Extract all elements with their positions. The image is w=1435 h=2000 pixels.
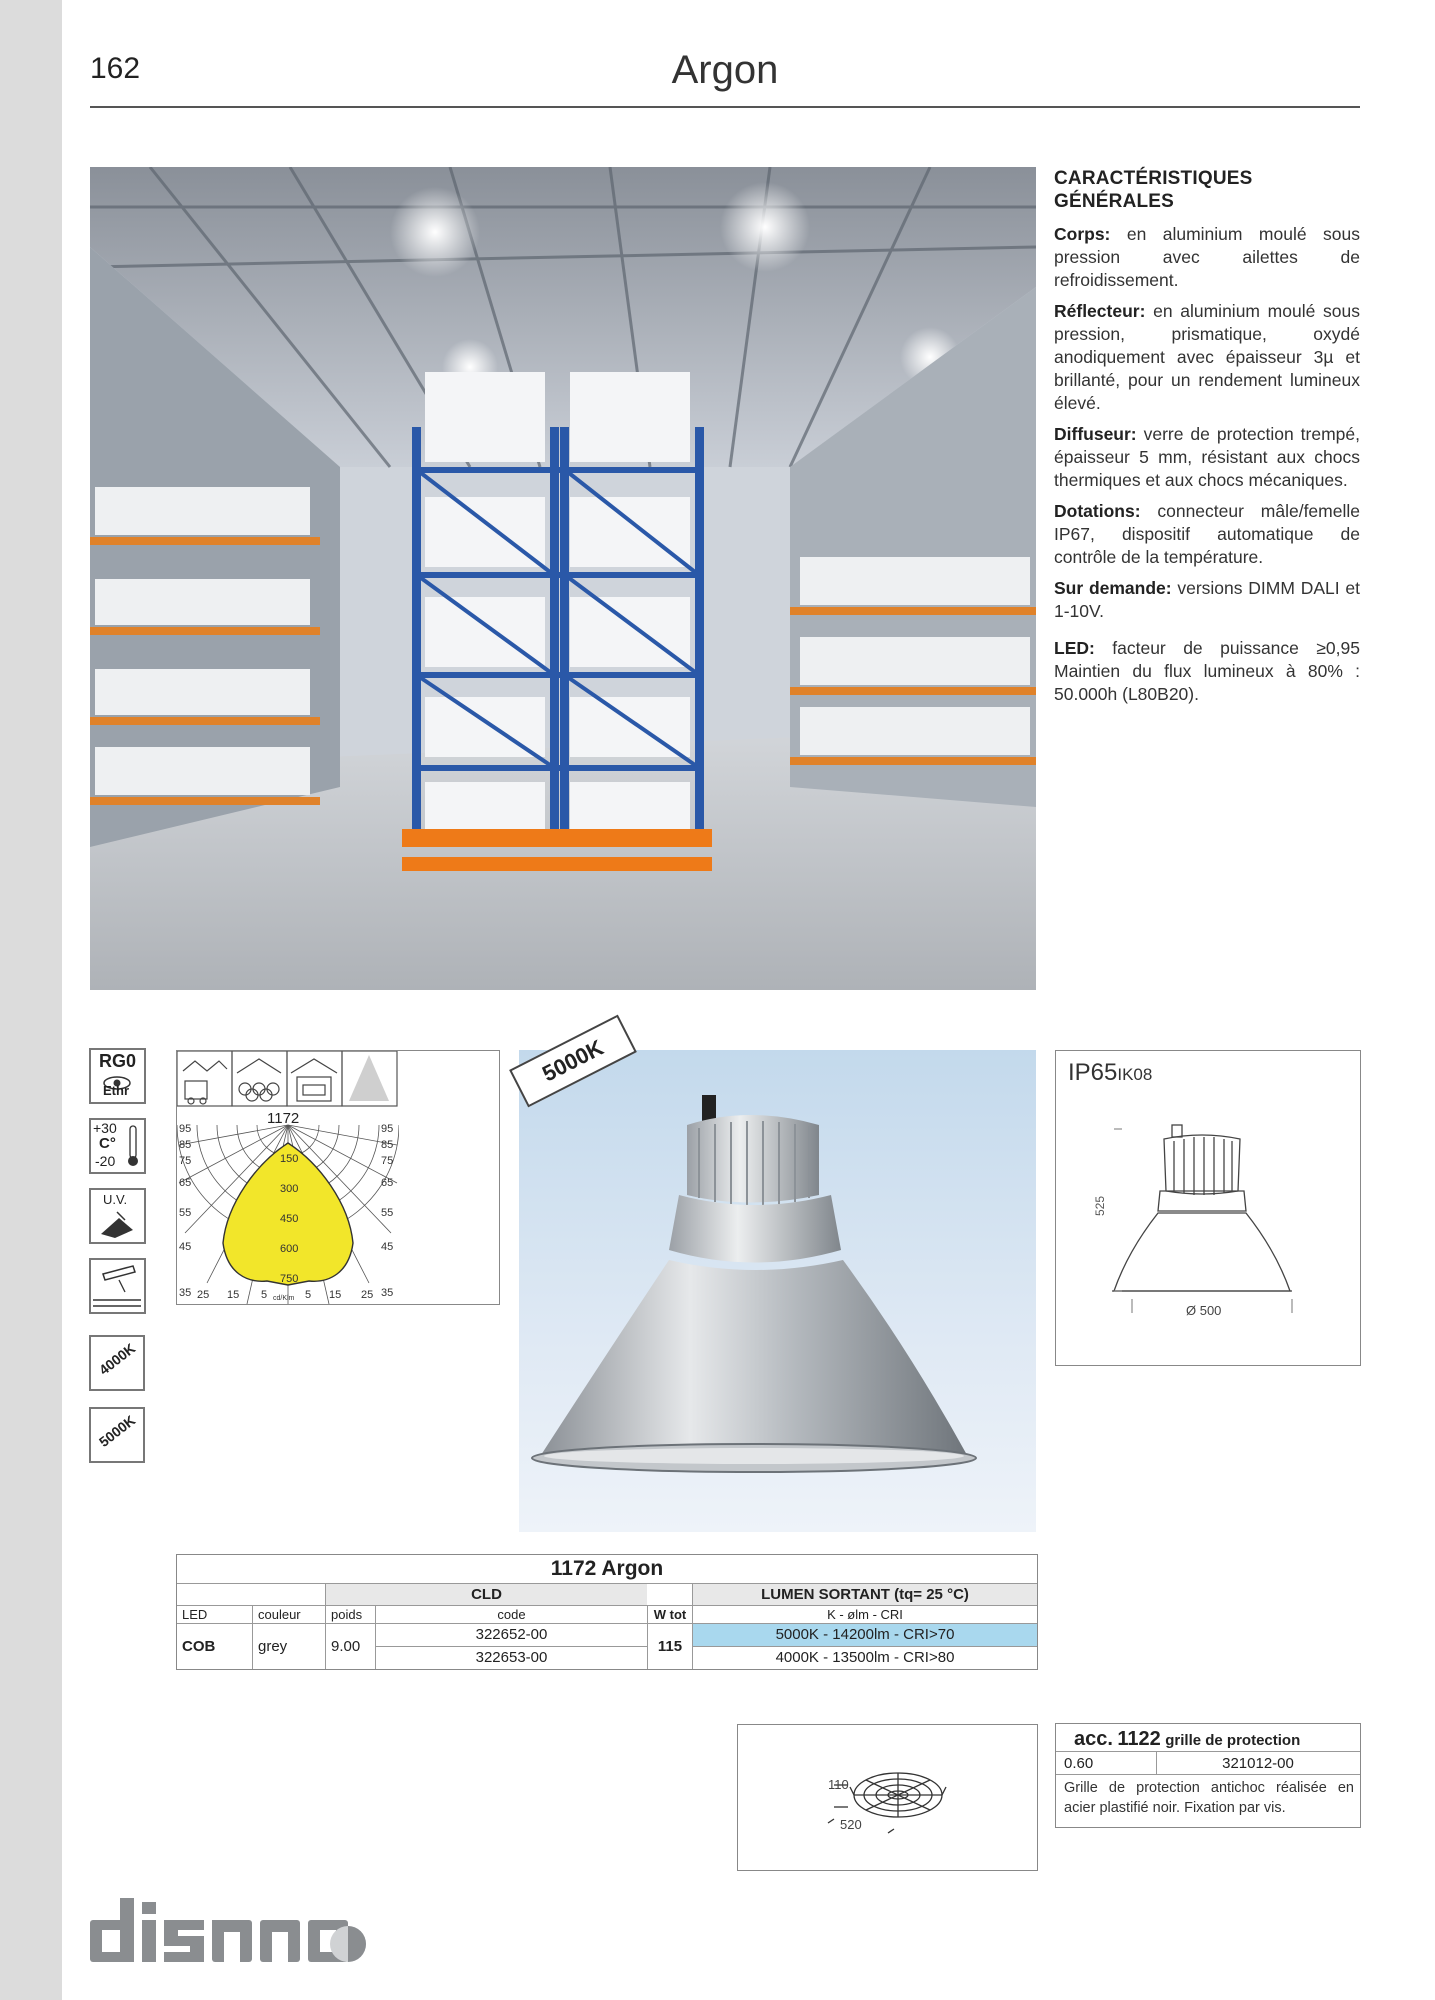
intensity-600: 600 bbox=[280, 1243, 299, 1255]
specs-heading: CARACTÉRISTIQUES GÉNÉRALES bbox=[1054, 168, 1253, 212]
height-dimension: 525 bbox=[1093, 1195, 1108, 1217]
spec-reflecteur: Réflecteur: en aluminium moulé sous pression, prismatique, oxydé anodiquement avec épaisseur 3µ et brillanté, pour un rendement lumineux élevé. bbox=[1054, 301, 1360, 413]
specifications bbox=[1054, 167, 1360, 714]
diameter-dimension: Ø 500 bbox=[1186, 1303, 1222, 1318]
angle-right-75: 75 bbox=[381, 1155, 394, 1167]
product-photo bbox=[519, 1050, 1036, 1532]
bottom-angle-25-right: 25 bbox=[361, 1289, 374, 1301]
angle-right-95: 95 bbox=[381, 1123, 394, 1135]
garage-icon bbox=[291, 1059, 337, 1101]
sub-poids: poids bbox=[325, 1605, 375, 1624]
eth-label: Ethr bbox=[103, 1083, 129, 1098]
warehouse-photo bbox=[90, 167, 1036, 990]
blank-header-mid bbox=[647, 1583, 692, 1584]
spec-corps: Corps: en aluminium moulé sous pression avec ailettes de refroidissement. bbox=[1054, 224, 1360, 290]
angle-left-35: 35 bbox=[179, 1287, 192, 1299]
lumen-header: LUMEN SORTANT (tq= 25 °C) bbox=[692, 1583, 1037, 1606]
rg0-icon bbox=[89, 1048, 146, 1104]
temperature-icon bbox=[89, 1118, 146, 1174]
cell-wtot: 115 bbox=[647, 1623, 692, 1669]
rg0-label: RG0 bbox=[99, 1051, 137, 1071]
intensity-unit: cd/Klm bbox=[273, 1295, 295, 1302]
accessory-title: acc. 1122 grille de protection bbox=[1074, 1728, 1301, 1750]
page-sidebar bbox=[0, 0, 62, 2000]
cell-code-1: 322652-00 bbox=[375, 1623, 647, 1646]
header-divider bbox=[90, 106, 1360, 108]
intensity-750: 750 bbox=[280, 1273, 299, 1285]
cld-header: CLD bbox=[325, 1583, 647, 1606]
dimension-drawing bbox=[1055, 1050, 1361, 1366]
beam-cone-icon bbox=[349, 1055, 389, 1101]
accessory-description: Grille de protection antichoc réalisée en acier plastifié noir. Fixation par vis. bbox=[1064, 1780, 1354, 1816]
spec-sur-demande: Sur demande: versions DIMM DALI et 1-10V. bbox=[1054, 578, 1360, 621]
sub-couleur: couleur bbox=[252, 1605, 325, 1624]
angle-left-95: 95 bbox=[179, 1123, 192, 1135]
angle-right-35: 35 bbox=[381, 1287, 394, 1299]
bottom-angle-15-left: 15 bbox=[227, 1289, 240, 1301]
page-number: 162 bbox=[90, 52, 141, 85]
5000k-label: 5000K bbox=[95, 1411, 139, 1451]
uv-lamp-icon bbox=[97, 1208, 137, 1240]
uv-resistance-icon bbox=[89, 1188, 146, 1244]
sub-led: LED bbox=[177, 1605, 252, 1624]
photometric-panel bbox=[176, 1050, 500, 1305]
cell-code-2: 322653-00 bbox=[375, 1646, 647, 1669]
disano-logo bbox=[90, 1898, 370, 1969]
sub-kolm: K - ølm - CRI bbox=[692, 1605, 1037, 1624]
photometric-code: 1172 bbox=[267, 1110, 300, 1127]
factory-icon bbox=[183, 1061, 227, 1104]
mounting-icon bbox=[89, 1258, 146, 1314]
cell-poids: 9.00 bbox=[325, 1623, 375, 1669]
accessory-weight: 0.60 bbox=[1064, 1755, 1094, 1772]
accessory-code: 321012-00 bbox=[1222, 1755, 1294, 1772]
4000k-tag bbox=[89, 1335, 145, 1391]
accessory-diameter: 520 bbox=[840, 1817, 862, 1832]
angle-left-45: 45 bbox=[179, 1241, 192, 1253]
ip-rating: IP65IK08 bbox=[1068, 1059, 1153, 1086]
bottom-angle-5-right: 5 bbox=[305, 1289, 312, 1301]
bottom-angle-25-left: 25 bbox=[197, 1289, 210, 1301]
angle-left-55: 55 bbox=[179, 1207, 192, 1219]
4000k-label: 4000K bbox=[95, 1339, 139, 1379]
intensity-300: 300 bbox=[280, 1183, 299, 1195]
spec-led: LED: facteur de puissance ≥0,95 Maintien du flux lumineux à 80% : 50.000h (L80B20). bbox=[1054, 638, 1360, 704]
uv-label: U.V. bbox=[103, 1192, 128, 1207]
protection-grid-icon bbox=[738, 1725, 1037, 1870]
accessory-drawing bbox=[737, 1724, 1038, 1871]
temp-max: +30 bbox=[93, 1120, 117, 1136]
cell-lumen-2: 4000K - 13500lm - CRI>80 bbox=[692, 1646, 1037, 1669]
angle-left-85: 85 bbox=[179, 1139, 192, 1151]
table-title: 1172 Argon bbox=[550, 1557, 664, 1580]
accessory-info bbox=[1055, 1723, 1361, 1828]
page-title: Argon bbox=[671, 48, 779, 92]
angle-right-85: 85 bbox=[381, 1139, 394, 1151]
temp-min: -20 bbox=[95, 1153, 116, 1169]
intensity-450: 450 bbox=[280, 1213, 299, 1225]
angle-left-65: 65 bbox=[179, 1177, 192, 1189]
intensity-150: 150 bbox=[280, 1153, 299, 1165]
blank-header bbox=[177, 1583, 325, 1584]
bottom-angle-5-left: 5 bbox=[261, 1289, 268, 1301]
accessory-height: 110 bbox=[828, 1777, 849, 1792]
5000k-tag bbox=[89, 1407, 145, 1463]
5000k-badge: 5000K bbox=[509, 1015, 637, 1108]
cell-couleur: grey bbox=[252, 1623, 325, 1669]
sub-code: code bbox=[375, 1605, 647, 1624]
spec-diffuseur: Diffuseur: verre de protection trempé, épaisseur 5 mm, résistant aux chocs thermiques et aux chocs mécaniques. bbox=[1054, 424, 1360, 490]
cell-led: COB bbox=[177, 1623, 252, 1669]
disano-logo-circle-icon bbox=[328, 1924, 368, 1964]
sub-wtot: W tot bbox=[647, 1605, 692, 1624]
angle-right-45: 45 bbox=[381, 1241, 394, 1253]
product-table bbox=[176, 1554, 1038, 1670]
cell-lumen-1: 5000K - 14200lm - CRI>70 bbox=[692, 1623, 1037, 1646]
angle-right-65: 65 bbox=[381, 1177, 394, 1189]
temp-unit: C° bbox=[99, 1135, 116, 1152]
thermometer-icon bbox=[125, 1124, 141, 1168]
angle-left-75: 75 bbox=[179, 1155, 192, 1167]
ceiling-mount-icon bbox=[91, 1260, 144, 1312]
spec-dotations: Dotations: connecteur mâle/femelle IP67, dispositif automatique de contrôle de la température. bbox=[1054, 501, 1360, 567]
bottom-angle-15-right: 15 bbox=[329, 1289, 342, 1301]
sports-hall-icon bbox=[237, 1059, 281, 1101]
angle-right-55: 55 bbox=[381, 1207, 394, 1219]
